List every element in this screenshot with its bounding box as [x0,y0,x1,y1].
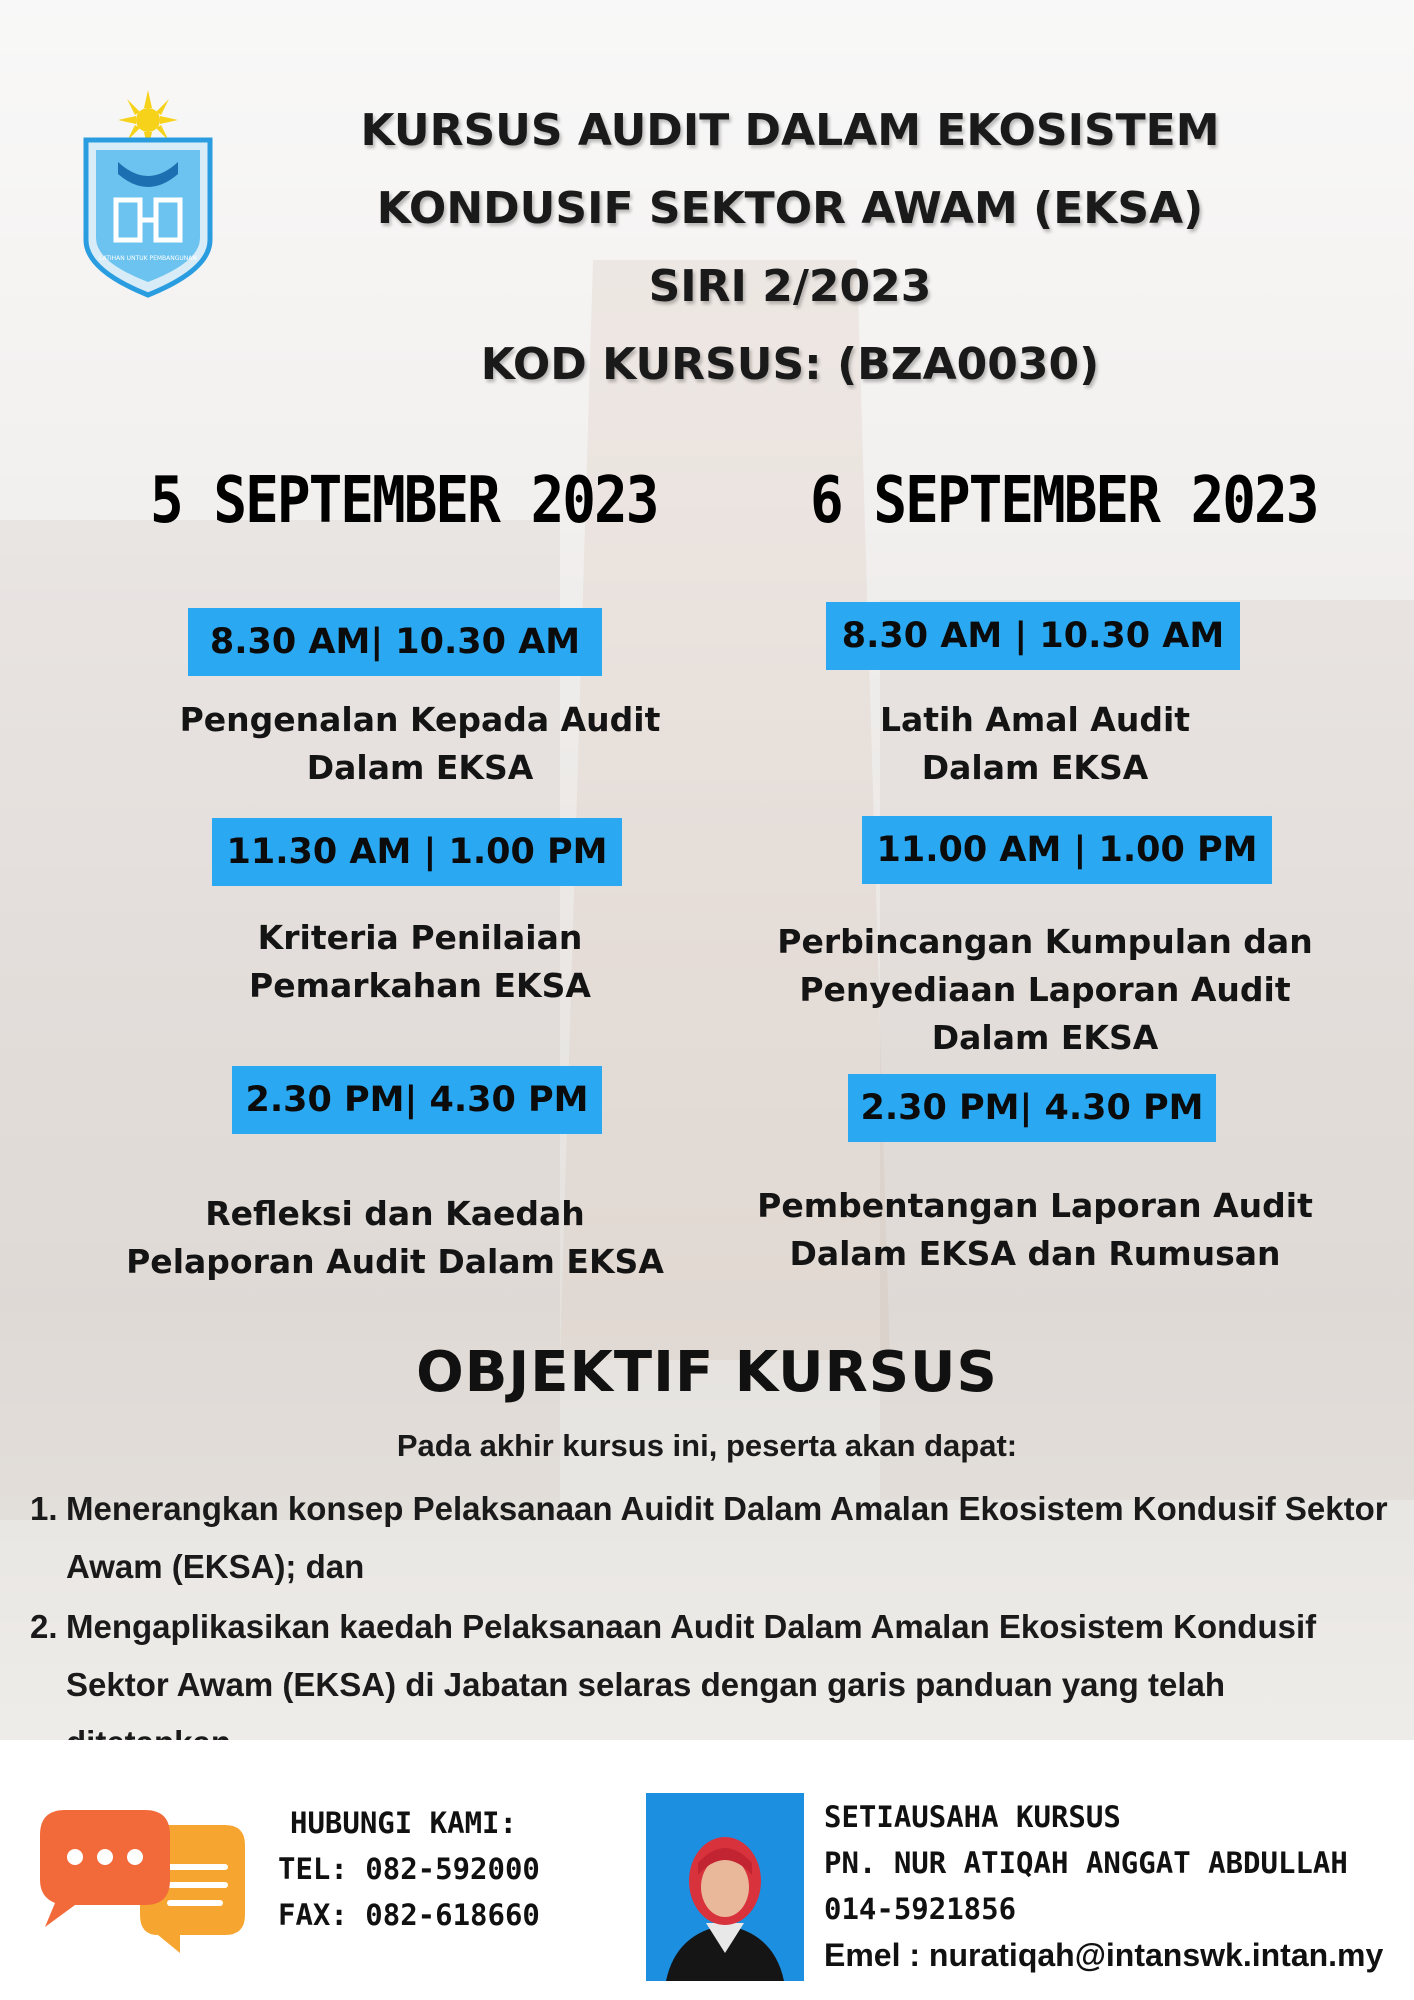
day2-session2-time: 11.00 AM | 1.00 PM [862,816,1272,884]
day1-session3-time: 2.30 PM| 4.30 PM [232,1066,602,1134]
topic-line: Dalam EKSA [921,748,1149,787]
title-line-2: KONDUSIF SEKTOR AWAM (EKSA) [376,183,1204,234]
objective-item-1 [30,1480,1400,1596]
topic-line: Penyediaan Laporan Audit [799,970,1291,1009]
title-line-4: KOD KURSUS: (BZA0030) [480,339,1100,390]
day2-session1-time: 8.30 AM | 10.30 AM [826,602,1240,670]
topic-line: Pengenalan Kepada Audit [179,700,661,739]
contact-heading: HUBUNGI KAMI: [290,1806,517,1840]
contact-tel: TEL: 082-592000 [278,1852,540,1886]
contact-block [278,1800,540,1938]
topic-line: Dalam EKSA [931,1018,1159,1057]
course-title [250,92,1330,404]
objective-text: Mengaplikasikan kaedah Pelaksanaan Audit Dalam Amalan Ekosistem Kondusif Sektor Awam (EKSA) di Jabatan selaras dengan garis panduan yang telah [66,1608,1317,1703]
topic-line: Dalam EKSA dan Rumusan [789,1234,1281,1273]
topic-line: Perbincangan Kumpulan dan [777,922,1313,961]
objectives-title: OBJEKTIF KURSUS [416,1340,998,1405]
day1-session3-topic [110,1190,680,1286]
chat-bubbles-icon [30,1805,250,1955]
day2-date: 6 SEPTEMBER 2023 [810,463,1318,538]
secretary-heading: SETIAUSAHA KURSUS [824,1800,1121,1834]
topic-line: Latih Amal Audit [879,700,1191,739]
day1-session2-topic [120,914,720,1010]
topic-line: Pelaporan Audit Dalam EKSA [126,1242,664,1281]
topic-line: Pembentangan Laporan Audit [757,1186,1313,1225]
person-photo [646,1793,804,1981]
day2-session2-topic [745,918,1345,1062]
title-line-1: KURSUS AUDIT DALAM EKOSISTEM [360,105,1220,156]
secretary-phone: 014-5921856 [824,1892,1017,1926]
topic-line: Refleksi dan Kaedah [205,1194,585,1233]
day2-session3-topic [735,1182,1335,1278]
topic-line: Kriteria Penilaian [257,918,583,957]
contact-fax: FAX: 082-618660 [278,1898,540,1932]
objective-number: 1. [30,1490,58,1527]
intan-crest-icon [78,90,218,300]
objective-number: 2. [30,1608,58,1645]
title-line-3: SIRI 2/2023 [648,261,932,312]
day1-date: 5 SEPTEMBER 2023 [150,463,658,538]
secretary-name: PN. NUR ATIQAH ANGGAT ABDULLAH [824,1846,1348,1880]
day2-session3-time: 2.30 PM| 4.30 PM [848,1074,1216,1142]
topic-line: Dalam EKSA [306,748,534,787]
day1-session2-time: 11.30 AM | 1.00 PM [212,818,622,886]
logo-caption: LATIHAN UNTUK PEMBANGUNAN [99,255,197,262]
day1-session1-time: 8.30 AM| 10.30 AM [188,608,602,676]
objective-text: Menerangkan konsep Pelaksanaan Auidit Dalam Amalan Ekosistem Kondusif Sektor Awam (EKSA); dan [66,1490,1388,1585]
secretary-email: Emel : nuratiqah@intanswk.intan.my [824,1937,1384,1973]
day1-session1-topic [120,696,720,792]
day2-session1-topic [745,696,1325,792]
secretary-block [824,1794,1383,1978]
objectives-intro: Pada akhir kursus ini, peserta akan dapat: [396,1428,1018,1463]
topic-line: Pemarkahan EKSA [249,966,591,1005]
